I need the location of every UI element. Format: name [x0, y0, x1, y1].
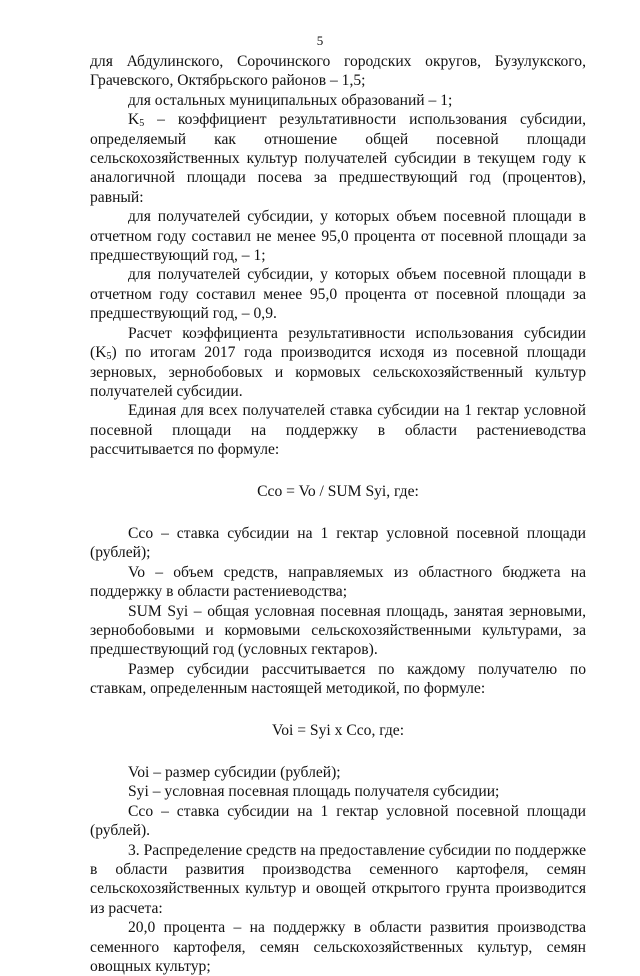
paragraph-text: ) по итогам 2017 года производится исходя из посевной площади зерновых, зернобобовых и кормовых сельскохозяйственный культур получателей субсидии.	[90, 344, 586, 400]
paragraph: SUM Syi – общая условная посевная площадь, занятая зерновыми, зернобобовыми и кормовыми сельскохозяйственными культурами, за предшествующий год (условных гектаров).	[90, 602, 586, 659]
symbol-k: K	[128, 111, 140, 129]
paragraph: для получателей субсидии, у которых объем посевной площади в отчетном году составил не менее 95,0 процента от посевной площади за предшествующий год, – 1;	[90, 208, 586, 265]
formula: Cco = Vo / SUM Syi, где:	[257, 482, 419, 500]
subscript: 5	[106, 351, 112, 363]
paragraph: Cco – ставка субсидии на 1 гектар условной посевной площади (рублей);	[90, 524, 586, 562]
paragraph: 3. Распределение средств на предоставление субсидии по поддержке в области развития производства семенного картофеля, семян сельскохозяйственных культур и овощей открытого грунта производится из расчета:	[90, 841, 586, 917]
subscript: 5	[139, 118, 145, 130]
paragraph-text: Расчет коэффициента результативности использования субсидии (K	[90, 324, 586, 362]
paragraph: Vo – объем средств, направляемых из областного бюджета на поддержку в области растениеводства;	[90, 563, 586, 601]
paragraph: Syi – условная посевная площадь получателя субсидии;	[128, 783, 500, 801]
paragraph	[90, 110, 586, 207]
paragraph: для Абдулинского, Сорочинского городских округов, Бузулукского, Грачевского, Октябрьского районов – 1,5;	[90, 53, 586, 90]
page-number: 5	[316, 33, 324, 48]
document-body	[90, 52, 586, 976]
paragraph: Cco – ставка субсидии на 1 гектар условной посевной площади (рублей).	[90, 802, 586, 840]
paragraph: для остальных муниципальных образований – 1;	[128, 91, 453, 109]
paragraph: для получателей субсидии, у которых объем посевной площади в отчетном году составил менее 95,0 процента от посевной площади за предшествующий год, – 0,9.	[90, 266, 586, 323]
paragraph: Voi – размер субсидии (рублей);	[128, 764, 341, 781]
paragraph	[90, 324, 586, 402]
formula: Voi = Syi x Cco, где:	[271, 721, 405, 739]
paragraph: 20,0 процента – на поддержку в области развития производства семенного картофеля, семян сельскохозяйственных культур, семян овощных культур;	[90, 919, 586, 976]
paragraph: Единая для всех получателей ставка субсидии на 1 гектар условной посевной площади на поддержку в области растениеводства рассчитывается по формуле:	[90, 402, 586, 459]
paragraph: Размер субсидии рассчитывается по каждому получателю по ставкам, определенным настоящей методикой, по формуле:	[90, 660, 586, 698]
paragraph-text: – коэффициент результативности использования субсидии, определяемый как отношение общей посевной площади сельскохозяйственных культур получателей субсидии в текущем году к аналогичной площади посева за предшествующий год (процентов), равный:	[90, 111, 586, 206]
